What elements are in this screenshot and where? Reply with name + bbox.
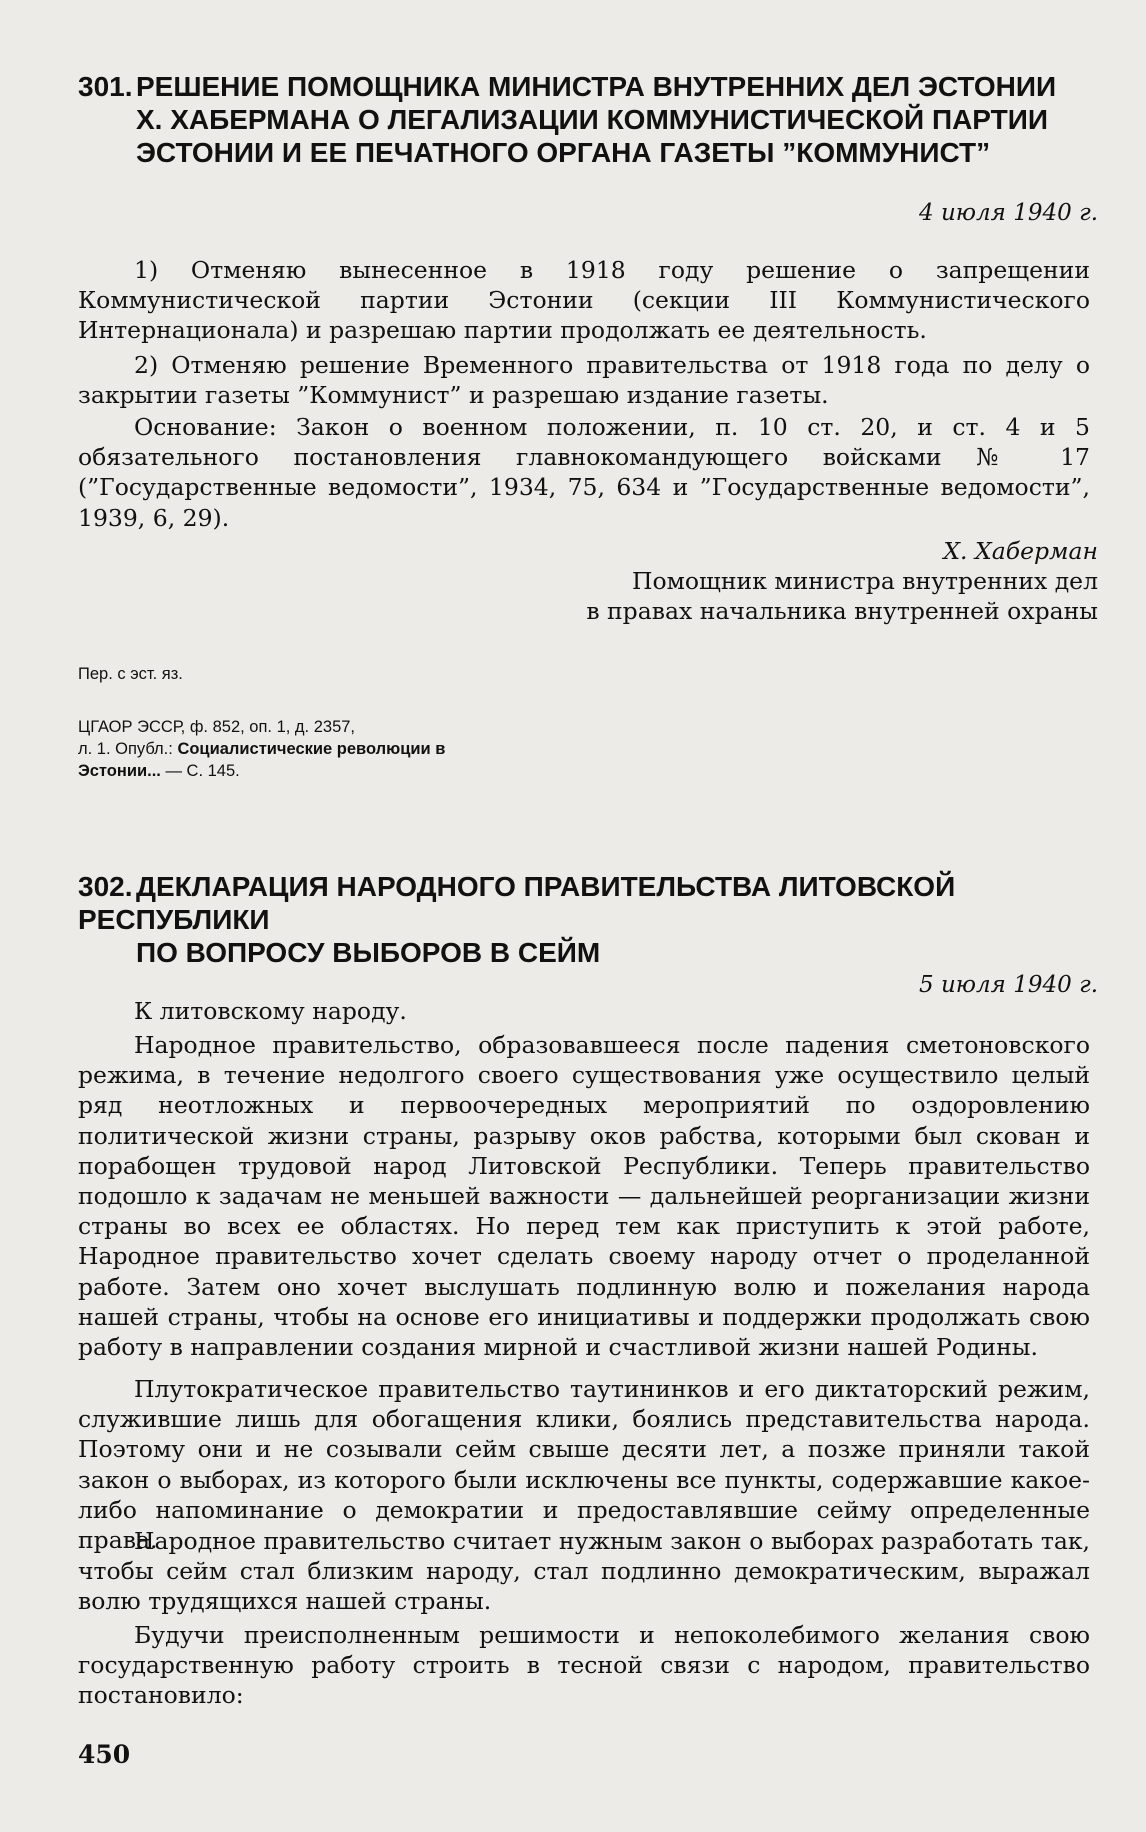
doc-302-heading [78, 870, 1078, 969]
doc-301-para2: 2) Отменяю решение Временного правительства от 1918 года по делу о закрытии газеты ”Коммунист” и разрешаю издание газеты. [78, 351, 1090, 410]
signature-name: Х. Хаберман [943, 537, 1098, 565]
doc-301-number: 301. [78, 71, 133, 102]
doc-302-para4: Будучи преисполненным решимости и непоколебимого желания свою государственную работу строить в тесной связи с народом, правительство постановило: [78, 1621, 1090, 1710]
doc-302-number: 302. [78, 871, 133, 902]
doc-301-para1: 1) Отменяю вынесенное в 1918 году решение о запрещении Коммунистической партии Эстонии (секции III Коммунистического Интернационала) и разрешаю партии продолжать ее деятельность. [78, 256, 1090, 345]
doc-302-para2: Плутократическое правительство таутининков и его диктаторский режим, служившие лишь для обогащения клики, боялись представительства народа. Поэтому они и не созывали сейм свыше десяти лет, а позже приняли такой закон о выборах, из которого были исключены все пункты, содержавшие какое-либо напоминание о демократии и предоставлявшие сейму определенные права. [78, 1375, 1090, 1555]
translation-note: Пер. с эст. яз. [78, 665, 183, 683]
doc-301-title-line2: Х. ХАБЕРМАНА О ЛЕГАЛИЗАЦИИ КОММУНИСТИЧЕСКОЙ ПАРТИИ [136, 104, 1048, 135]
doc-301-signature [586, 536, 1098, 626]
source-line1: ЦГАОР ЭССР, ф. 852, оп. 1, д. 2357, [78, 718, 356, 736]
source-line3-b: — С. 145. [160, 762, 240, 780]
source-line3-a: Эстонии... [78, 762, 161, 780]
doc-301-title-line3: ЭСТОНИИ И ЕЕ ПЕЧАТНОГО ОРГАНА ГАЗЕТЫ ”КОММУНИСТ” [136, 137, 991, 168]
doc-301-heading [78, 70, 1078, 169]
doc-301-title-line1: РЕШЕНИЕ ПОМОЩНИКА МИНИСТРА ВНУТРЕННИХ ДЕЛ ЭСТОНИИ [136, 71, 1057, 102]
doc-301-date: 4 июля 1940 г. [919, 200, 1098, 226]
doc-302-para1: Народное правительство, образовавшееся после падения сметоновского режима, в течение недолгого своего существования уже осуществило целый ряд неотложных и первоочередных мероприятий по оздоровлению политической жизни страны, разрыву оков рабства, которыми был скован и порабощен трудовой народ Литовской Республики. Теперь правительство подошло к задачам не меньшей важности — дальнейшей реорганизации жизни страны во всех ее областях. Но перед тем как приступить к этой работе, Народное правительство хочет сделать своему народу отчет о проделанной работе. Затем оно хочет выслушать подлинную волю и пожелания народа нашей страны, чтобы на основе его инициативы и поддержки продолжать свою работу в направлении создания мирной и счастливой жизни нашей Родины. [78, 1031, 1090, 1362]
source-line2-a: л. 1. Опубл.: [78, 740, 178, 758]
doc-302-date: 5 июля 1940 г. [919, 972, 1098, 998]
doc-302-para3: Народное правительство считает нужным закон о выборах разработать так, чтобы сейм стал близким народу, стал подлинно демократическим, выражал волю трудящихся нашей страны. [78, 1527, 1090, 1616]
page-number: 450 [78, 1740, 131, 1769]
doc-301-para3: Основание: Закон о военном положении, п. 10 ст. 20, и ст. 4 и 5 обязательного постановления главнокомандующего войсками № 17 (”Государственные ведомости”, 1934, 75, 634 и ”Государственные ведомости”, 1939, 6, 29). [78, 413, 1090, 532]
doc-302-title-line1: ДЕКЛАРАЦИЯ НАРОДНОГО ПРАВИТЕЛЬСТВА ЛИТОВСКОЙ РЕСПУБЛИКИ [78, 871, 956, 935]
signature-position-line2: в правах начальника внутренней охраны [586, 597, 1098, 625]
doc-302-title-line2: ПО ВОПРОСУ ВЫБОРОВ В СЕЙМ [136, 937, 601, 968]
signature-position-line1: Помощник министра внутренних дел [631, 567, 1098, 595]
archive-source [78, 716, 518, 782]
doc-302-address: К литовскому народу. [134, 997, 407, 1025]
source-line2-b: Социалистические революции в [177, 740, 446, 758]
